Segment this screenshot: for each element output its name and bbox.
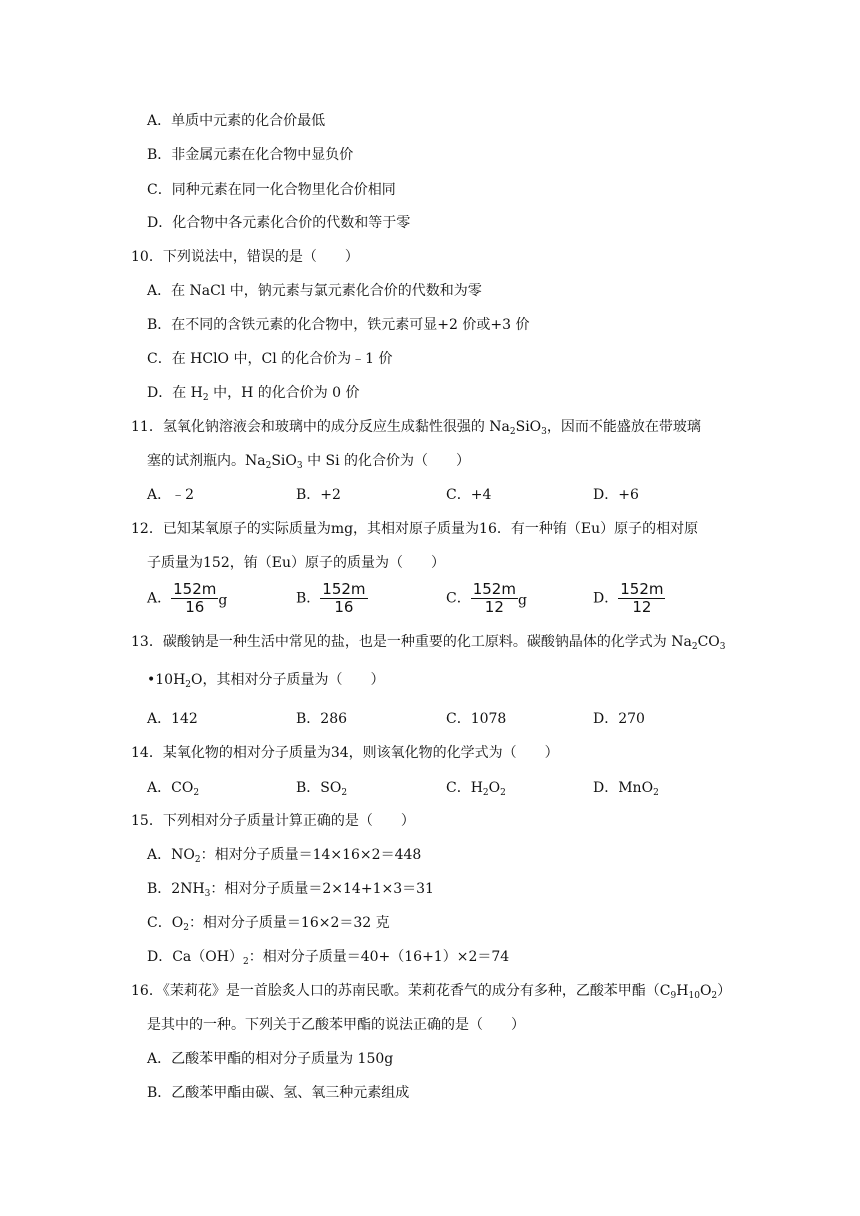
q12-option-d: D． $\frac{152m}{12}$ — [593, 580, 664, 616]
q9-option-b: B．非金属元素在化合物中显负价 — [147, 147, 354, 163]
q12-stem-line1: 12．已知某氧原子的实际质量为mg，其相对原子质量为16．有一种铕（Eu）原子的相对原 — [131, 521, 699, 537]
q9-option-d: D．化合物中各元素化合价的代数和等于零 — [147, 215, 411, 231]
fraction: $\frac{152m}{16}$ — [322, 580, 366, 616]
q14-option-a: A．$CO_2$ — [147, 780, 200, 798]
q16-stem-line1: 16．《茉莉花》是一首脍炙人口的苏南民歌。茉莉花香气的成分有多种，乙酸苯甲酯$(C_9H_{10}O_2)$ — [131, 983, 732, 1001]
q14-option-c: C．$H_2O_2$ — [446, 780, 506, 798]
q16-option-b: B．乙酸苯甲酯由碳、氢、氧三种元素组成 — [147, 1085, 410, 1101]
q11-stem-line2: 塞的试剂瓶内。$Na_2SiO_3$ 中 Si 的化合价为（ ） — [147, 453, 471, 471]
q14-stem: 14．某氧化物的相对分子质量为34，则该氧化物的化学式为（ ） — [131, 745, 559, 761]
q15-option-c: C．$O_2$：相对分子质量＝16×2＝32 克 — [147, 915, 390, 933]
q12-option-a: A． $\frac{152m}{16}$ g — [147, 580, 228, 616]
q15-option-d: D．$Ca(OH)_2$：相对分子质量＝40+（16+1）×2＝74 — [147, 949, 510, 967]
q9-option-a: A．单质中元素的化合价最低 — [147, 113, 326, 129]
q16-stem-line2: 是其中的一种。下列关于乙酸苯甲酯的说法正确的是（ ） — [147, 1017, 525, 1033]
q14-option-d: D．MnO$_2$ — [593, 780, 659, 798]
q10-option-b: B．在不同的含铁元素的化合物中，铁元素可显+2 价或+3 价 — [147, 317, 530, 333]
q16-option-a: A．乙酸苯甲酯的相对分子质量为 150g — [147, 1051, 394, 1067]
q13-option-c: C．1078 — [446, 711, 507, 727]
q15-stem: 15．下列相对分子质量计算正确的是（ ） — [131, 813, 415, 829]
q9-option-c: C．同种元素在同一化合物里化合价相同 — [147, 182, 396, 198]
q13-option-d: D．270 — [593, 711, 645, 727]
q12-option-b: B． $\frac{152m}{16}$ — [296, 580, 366, 616]
q13-stem-line2: $•10H_2O$，其相对分子质量为（ ） — [147, 672, 385, 690]
q13-stem-line1: 13．碳酸钠是一种生活中常见的盐，也是一种重要的化工原料。碳酸钠晶体的化学式为 $Na_2CO_3$ — [131, 634, 726, 652]
q10-stem: 10．下列说法中，错误的是（ ） — [131, 249, 359, 265]
q15-option-b: B．$2NH_3$：相对分子质量＝2×14+1×3＝31 — [147, 881, 434, 899]
fraction: $\frac{152m}{16}$ — [173, 580, 217, 616]
q10-option-a: A．在 NaCl 中，钠元素与氯元素化合价的代数和为零 — [147, 283, 482, 299]
q11-option-b: B．+2 — [296, 487, 341, 503]
fraction: $\frac{152m}{12}$ — [620, 580, 664, 616]
q11-stem-line1: 11．氢氧化钠溶液会和玻璃中的成分反应生成黏性很强的 $Na_2SiO_3$，因而不能盛放在带玻璃 — [131, 419, 701, 437]
q11-option-a: A．﹣2 — [147, 487, 195, 503]
q11-option-c: C．+4 — [446, 487, 492, 503]
q15-option-a: A．$NO_2$：相对分子质量＝14×16×2＝448 — [147, 847, 422, 865]
q13-option-a: A．142 — [147, 711, 198, 727]
q12-stem-line2: 子质量为152，铕（Eu）原子的质量为（ ） — [147, 555, 445, 571]
q14-option-b: B．$SO_2$ — [296, 780, 348, 798]
q11-option-d: D．+6 — [593, 487, 639, 503]
q12-option-c: C． $\frac{152m}{12}$ g — [446, 580, 527, 616]
q10-option-d: D．在 $H_2$ 中，H 的化合价为 0 价 — [147, 385, 360, 403]
fraction: $\frac{152m}{12}$ — [472, 580, 516, 616]
q10-option-c: C．在 HClO 中，Cl 的化合价为﹣1 价 — [147, 351, 393, 367]
q13-option-b: B．286 — [296, 711, 348, 727]
